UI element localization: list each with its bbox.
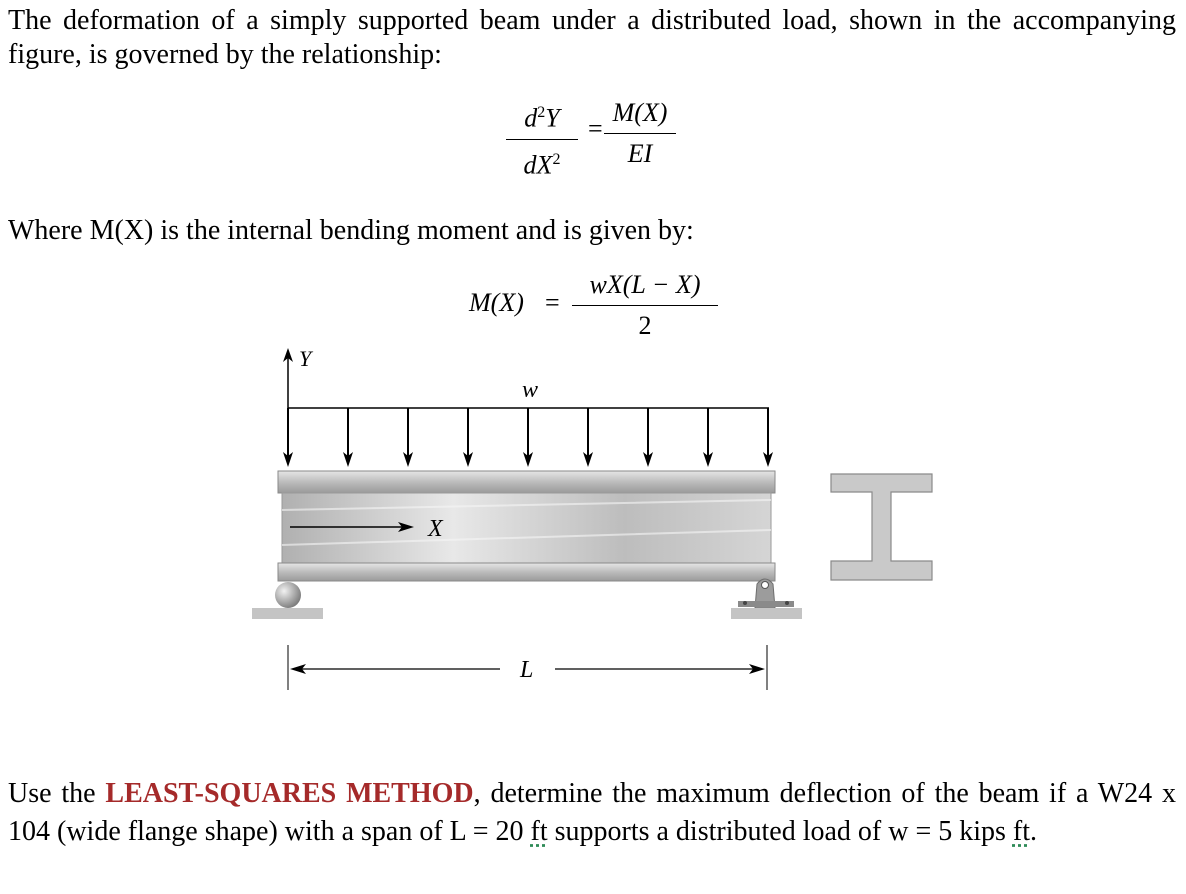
eq1-y: Y (545, 103, 560, 133)
load-arrow (463, 408, 473, 467)
load-arrow (403, 408, 413, 467)
intro-text: The deformation of a simply supported beam under a distributed load, shown in the accompanying figure, is governed by the relationship: (8, 5, 1176, 70)
unit-ft-1: ft (530, 816, 548, 847)
load-arrow (703, 408, 713, 467)
eq1-rhs-num: M(X) (612, 98, 668, 127)
question-part2: , determine the maximum deflection of the beam if a W24 x 104 (wide flange shape) with a span of L = 20 (8, 778, 1176, 847)
load-arrow (583, 408, 593, 467)
question-paragraph (8, 775, 1176, 851)
method-highlight: LEAST-SQUARES METHOD (105, 778, 474, 809)
load-label: w (522, 377, 539, 403)
load-arrows (283, 408, 773, 467)
i-beam-section-icon (831, 474, 932, 580)
eq2-den: 2 (638, 311, 652, 340)
eq2-num: wX(L − X) (589, 270, 701, 299)
where-text: Where M(X) is the internal bending moment and is given by: (8, 215, 694, 246)
question-part1: Use the (8, 778, 106, 809)
unit-ft-2: ft (1012, 816, 1031, 847)
load-arrow (763, 408, 773, 467)
load-arrow (283, 408, 293, 467)
y-axis (283, 348, 293, 408)
span-label: L (520, 657, 534, 683)
eq1-rhs-den: EI (627, 139, 653, 168)
eq1-equals: = (588, 114, 603, 143)
question-part3: supports a distributed load of w = 5 kips (547, 816, 1006, 847)
load-arrow (643, 408, 653, 467)
load-arrow (523, 408, 533, 467)
beam (278, 471, 775, 581)
eq2-lhs: M(X) (469, 288, 524, 317)
eq1-den-sup: 2 (552, 150, 561, 168)
question-end: . (1030, 816, 1038, 847)
roller-support (252, 582, 323, 619)
load-arrow (343, 408, 353, 467)
y-axis-label: Y (299, 346, 312, 371)
x-axis-label: X (428, 516, 443, 542)
eq1-d: d (524, 103, 538, 133)
eq2-equals: = (545, 288, 560, 317)
eq1-dx: dX (523, 150, 553, 180)
pin-support (731, 579, 802, 619)
eq1-sup: 2 (537, 104, 546, 121)
